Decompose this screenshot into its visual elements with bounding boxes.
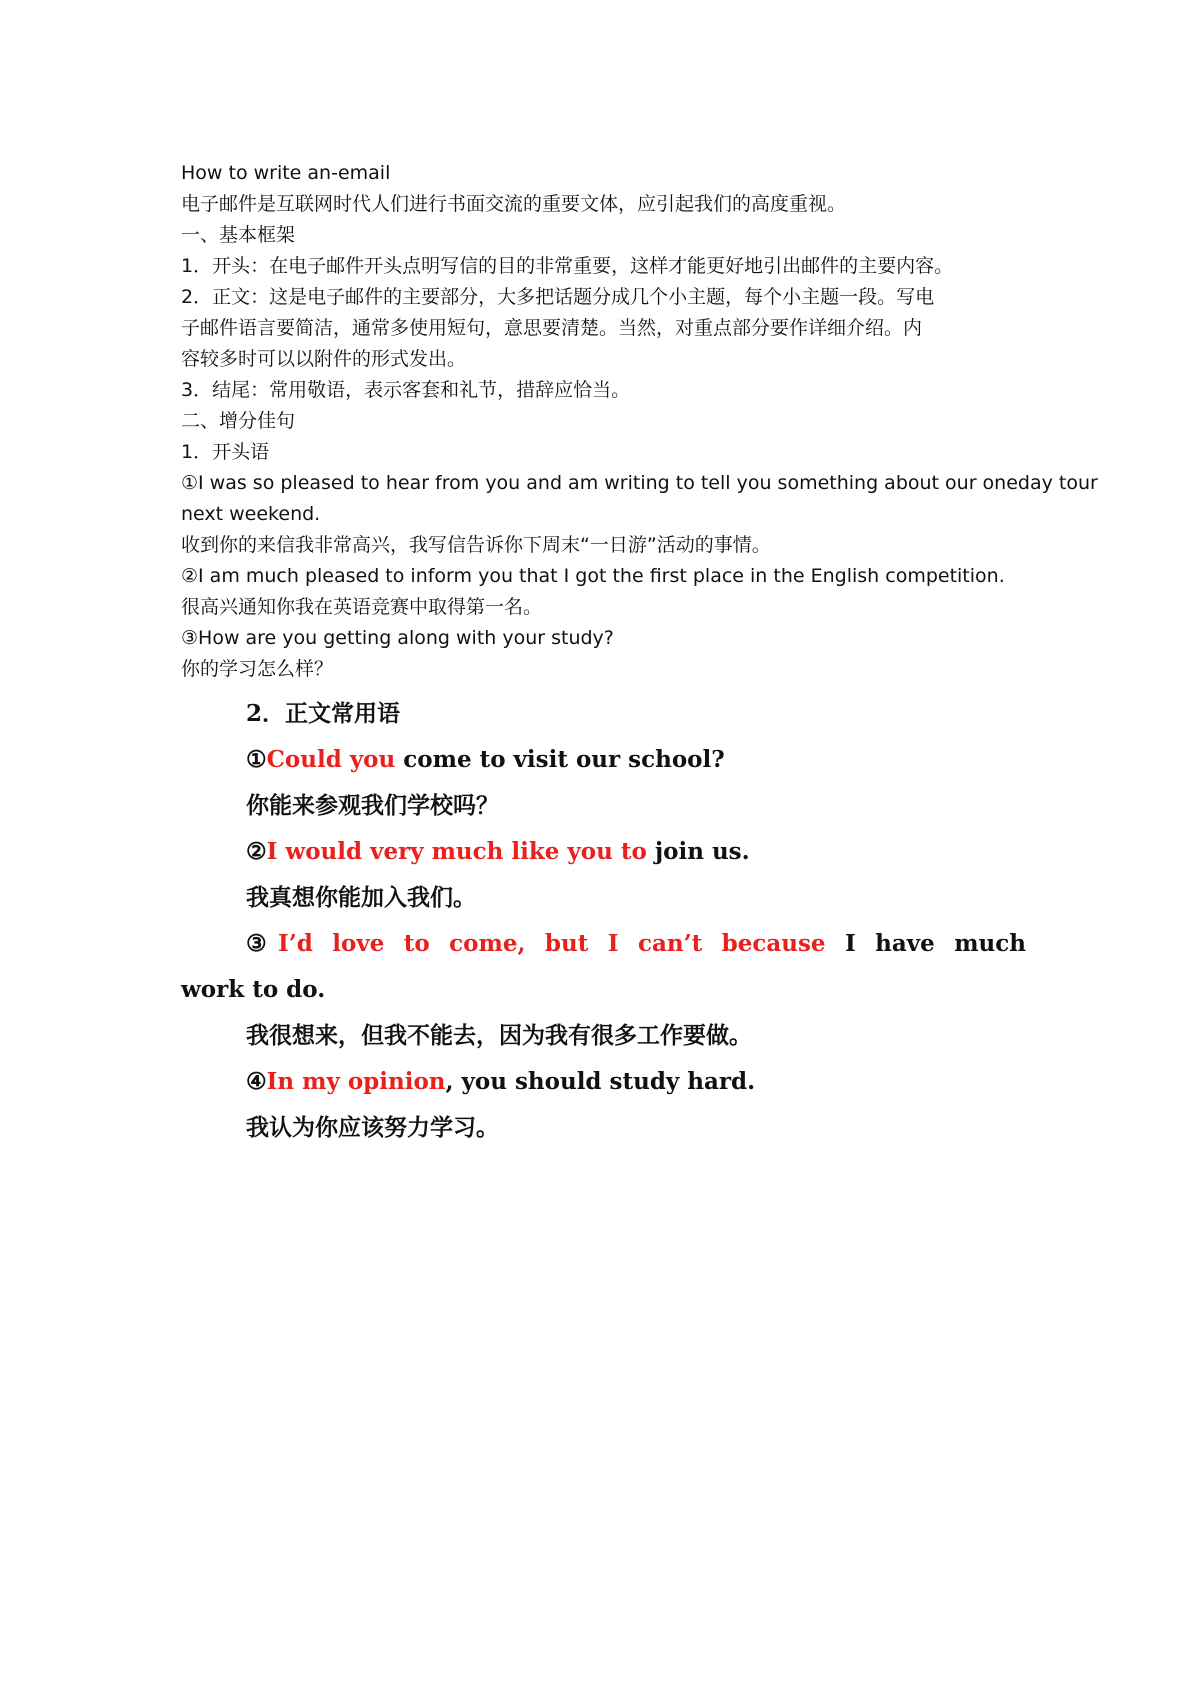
sub1-heading: 1．开头语 — [181, 441, 270, 463]
sub2-block — [181, 691, 1026, 1151]
section1-item2-line2: 子邮件语言要简洁，通常多使用短句，意思要清楚。当然，对重点部分要作详细介绍。内 — [181, 317, 923, 339]
sentence-rest: come to visit our school? — [395, 746, 725, 773]
sub2-sentence3-translation: 我很想来，但我不能去，因为我有很多工作要做。 — [246, 1022, 752, 1049]
sub2-sentence4 — [181, 1059, 1026, 1105]
sub1-sentence2: ②I am much pleased to inform you that I got the first place in the English competition. — [181, 565, 1005, 587]
sub1-sentence1-translation: 收到你的来信我非常高兴，我写信告诉你下周末“一日游”活动的事情。 — [181, 534, 771, 556]
sub2-sentence2-translation: 我真想你能加入我们。 — [246, 884, 476, 911]
sub1-sentence3: ③How are you getting along with your study? — [181, 627, 614, 649]
sentence-number: ② — [246, 838, 267, 865]
sentence-number: ① — [246, 746, 267, 773]
section1-item3: 3．结尾：常用敬语，表示客套和礼节，措辞应恰当。 — [181, 379, 631, 401]
sub2-heading: 2．正文常用语 — [246, 700, 401, 727]
sub2-sentence4-translation: 我认为你应该努力学习。 — [246, 1114, 499, 1141]
intro-paragraph: 电子邮件是互联网时代人们进行书面交流的重要文体，应引起我们的高度重视。 — [181, 193, 847, 215]
sub2-sentence3-continuation: work to do. — [181, 976, 326, 1003]
sub1-sentence2-translation: 很高兴通知你我在英语竞赛中取得第一名。 — [181, 596, 543, 618]
doc-title: How to write an-email — [181, 162, 391, 184]
key-phrase: I’d love to come, but I can’t because — [278, 930, 826, 957]
sentence-number: ④ — [246, 1068, 267, 1095]
section1-item1: 1．开头：在电子邮件开头点明写信的目的非常重要，这样才能更好地引出邮件的主要内容。 — [181, 255, 954, 277]
sub1-sentence1-line2: next weekend. — [181, 503, 321, 525]
sub2-sentence2 — [181, 829, 1026, 875]
section1-heading: 一、基本框架 — [181, 224, 296, 246]
sentence-rest: join us. — [646, 838, 750, 865]
key-phrase: In my opinion — [266, 1068, 446, 1095]
sub1-sentence1-line1: ①I was so pleased to hear from you and am writing to tell you something about our oneday tour — [181, 472, 1098, 494]
sub1-sentence3-translation: 你的学习怎么样？ — [181, 658, 334, 680]
sub2-sentence1 — [181, 737, 1026, 783]
section1-item2-line1: 2．正文：这是电子邮件的主要部分，大多把话题分成几个小主题，每个小主题一段。写电 — [181, 286, 935, 308]
sentence-rest: , you should study hard. — [445, 1068, 756, 1095]
sub2-sentence3 — [181, 921, 1026, 967]
key-phrase: Could you — [266, 746, 396, 773]
sub2-sentence1-translation: 你能来参观我们学校吗？ — [246, 792, 499, 819]
sentence-number: ③ — [246, 930, 279, 957]
sentence-rest: I have much — [825, 930, 1026, 957]
document-body — [181, 158, 1098, 1151]
key-phrase: I would very much like you to — [266, 838, 647, 865]
section1-item2-line3: 容较多时可以以附件的形式发出。 — [181, 348, 467, 370]
section2-heading: 二、增分佳句 — [181, 410, 296, 432]
